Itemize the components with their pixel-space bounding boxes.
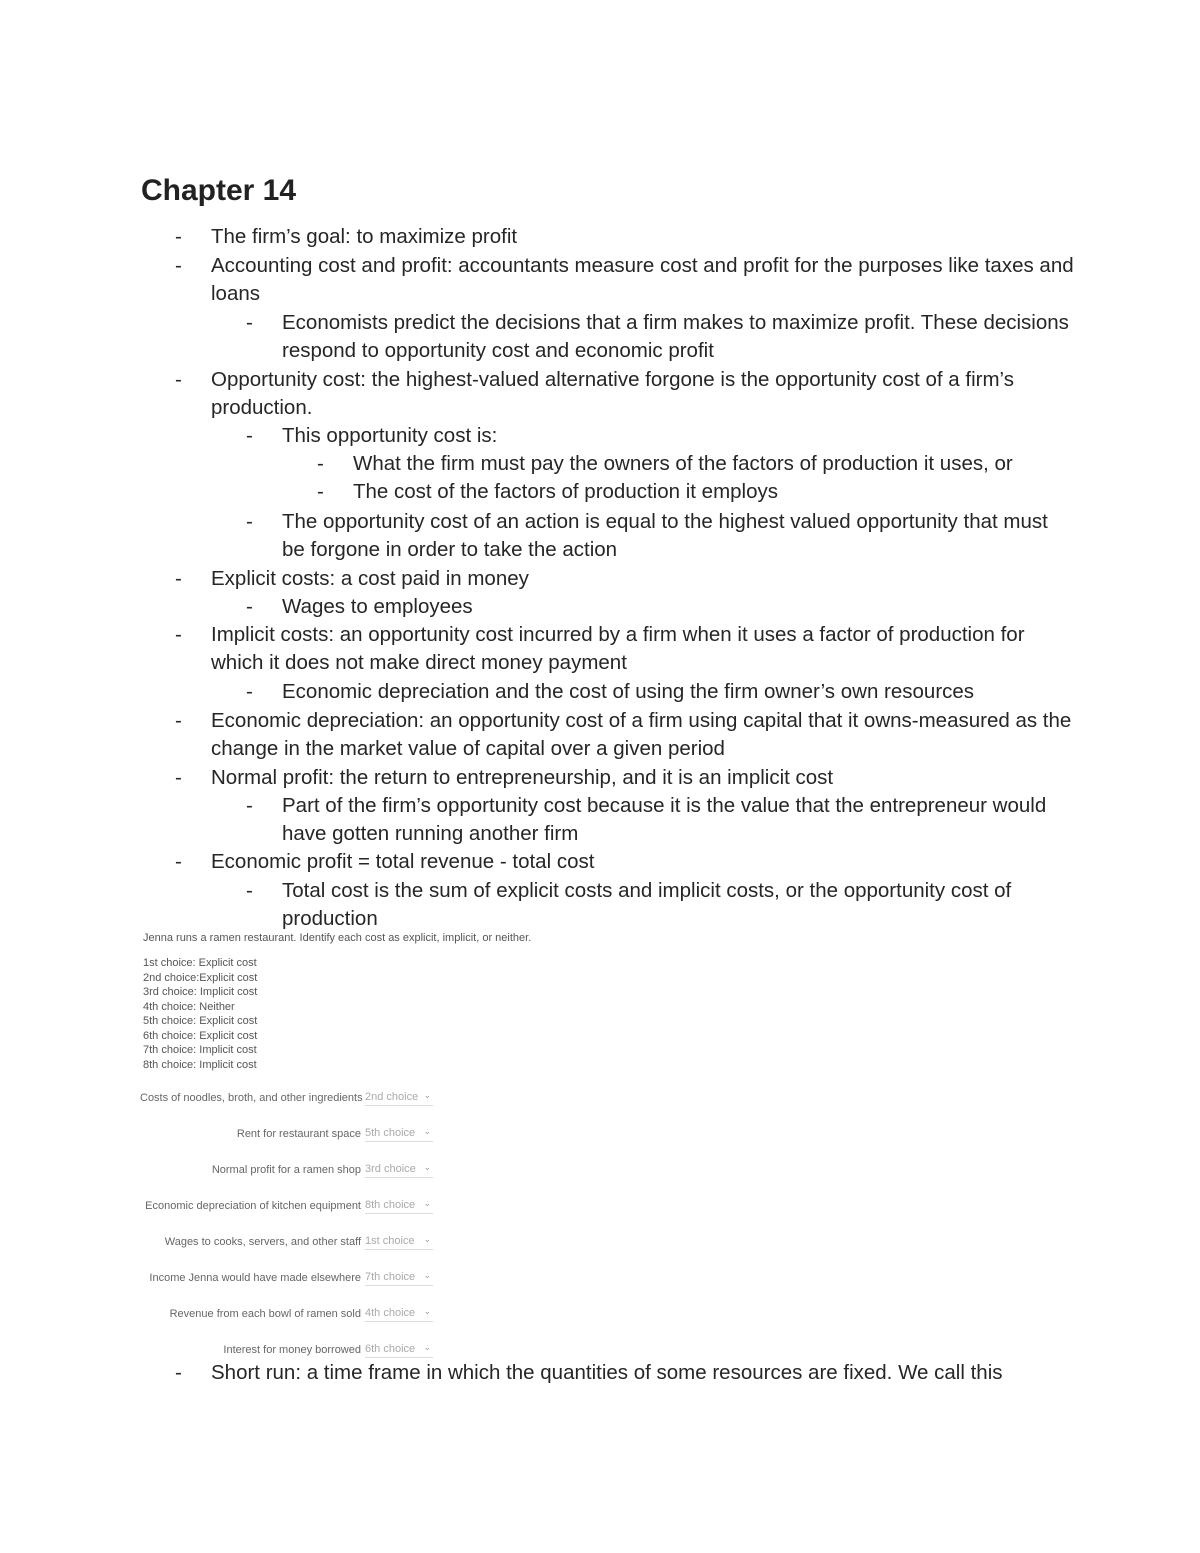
- page-title: Chapter 14: [141, 174, 297, 207]
- chevron-down-icon: ⌄: [423, 1162, 431, 1172]
- cost-label-normal-profit: Normal profit for a ramen shop: [211, 1164, 361, 1176]
- bullet-short-run: - Short run: a time frame in which the quantities of some resources are fixed. We call this: [175, 1361, 1003, 1384]
- choice-item: 8th choice: Implicit cost: [143, 1058, 257, 1071]
- cost-select-noodles[interactable]: 2nd choice ⌄: [365, 1091, 433, 1106]
- quiz-prompt: Jenna runs a ramen restaurant. Identify each cost as explicit, implicit, or neither.: [143, 932, 532, 944]
- cost-label-wages: Wages to cooks, servers, and other staff: [164, 1236, 361, 1248]
- bullet-explicit-costs: - Explicit costs: a cost paid in money: [175, 567, 529, 590]
- bullet-accounting-cost: - Accounting cost and profit: accountants measure cost and profit for the purposes like taxes and loans: [175, 254, 1074, 306]
- chevron-down-icon: ⌄: [423, 1090, 431, 1100]
- cost-select-wages[interactable]: 1st choice ⌄: [365, 1235, 433, 1250]
- bullet-economic-depreciation: - Economic depreciation: an opportunity cost of a firm using capital that it owns-measured as the change in the market value of capital over a given period: [175, 709, 1072, 761]
- cost-select-revenue[interactable]: 4th choice ⌄: [365, 1307, 433, 1322]
- bullet-opportunity-cost: - Opportunity cost: the highest-valued alternative forgone is the opportunity cost of a firm’s production.: [175, 368, 1014, 420]
- bullet-opportunity-cost-of-action: - The opportunity cost of an action is equal to the highest valued opportunity that must be forgone in order to take the action: [246, 510, 1048, 562]
- bullet-implicit-costs: - Implicit costs: an opportunity cost incurred by a firm when it uses a factor of production for which it does not make direct money payment: [175, 623, 1025, 675]
- cost-select-income-elsewhere[interactable]: 7th choice ⌄: [365, 1271, 433, 1286]
- cost-select-interest[interactable]: 6th choice ⌄: [365, 1343, 433, 1358]
- cost-select-normal-profit[interactable]: 3rd choice ⌄: [365, 1163, 433, 1178]
- choice-item: 2nd choice:Explicit cost: [143, 971, 258, 984]
- cost-select-depreciation[interactable]: 8th choice ⌄: [365, 1199, 433, 1214]
- cost-label-noodles: Costs of noodles, broth, and other ingredients: [140, 1092, 363, 1104]
- bullet-economic-depreciation-cost: - Economic depreciation and the cost of using the firm owner’s own resources: [246, 680, 975, 703]
- chevron-down-icon: ⌄: [423, 1342, 431, 1352]
- choice-item: 6th choice: Explicit cost: [143, 1029, 258, 1042]
- choice-item: 1st choice: Explicit cost: [143, 957, 257, 969]
- choice-item: 4th choice: Neither: [143, 1000, 235, 1013]
- bullet-normal-profit: - Normal profit: the return to entrepreneurship, and it is an implicit cost: [175, 766, 834, 789]
- choice-item: 3rd choice: Implicit cost: [143, 986, 258, 998]
- bullet-economists-predict: - Economists predict the decisions that a firm makes to maximize profit. These decisions respond to opportunity cost and economic profit: [246, 311, 1069, 363]
- cost-label-income-elsewhere: Income Jenna would have made elsewhere: [149, 1272, 361, 1284]
- chevron-down-icon: ⌄: [423, 1306, 431, 1316]
- cost-label-revenue: Revenue from each bowl of ramen sold: [169, 1308, 361, 1320]
- bullet-cost-of-factors: - The cost of the factors of production it employs: [317, 480, 779, 503]
- bullet-what-firm-must-pay: - What the firm must pay the owners of the factors of production it uses, or: [317, 452, 1013, 475]
- cost-label-depreciation: Economic depreciation of kitchen equipment: [145, 1200, 361, 1212]
- chevron-down-icon: ⌄: [423, 1234, 431, 1244]
- bullet-wages: - Wages to employees: [246, 595, 473, 618]
- chevron-down-icon: ⌄: [423, 1126, 431, 1136]
- chevron-down-icon: ⌄: [423, 1270, 431, 1280]
- bullet-economic-profit: - Economic profit = total revenue - total cost: [175, 850, 595, 873]
- bullet-total-cost: - Total cost is the sum of explicit costs and implicit costs, or the opportunity cost of production: [246, 879, 1012, 931]
- quiz-screenshot: [140, 930, 560, 1360]
- choice-item: 7th choice: Implicit cost: [143, 1044, 257, 1056]
- bullet-firm-goal: - The firm’s goal: to maximize profit: [175, 225, 518, 248]
- bullet-part-of-opportunity-cost: - Part of the firm’s opportunity cost because it is the value that the entrepreneur would have gotten running another firm: [246, 794, 1047, 846]
- cost-label-interest: Interest for money borrowed: [223, 1344, 361, 1356]
- cost-select-rent[interactable]: 5th choice ⌄: [365, 1127, 433, 1142]
- cost-label-rent: Rent for restaurant space: [236, 1128, 361, 1140]
- chevron-down-icon: ⌄: [423, 1198, 431, 1208]
- choice-item: 5th choice: Explicit cost: [143, 1015, 258, 1027]
- bullet-this-opportunity-cost: - This opportunity cost is:: [246, 424, 498, 447]
